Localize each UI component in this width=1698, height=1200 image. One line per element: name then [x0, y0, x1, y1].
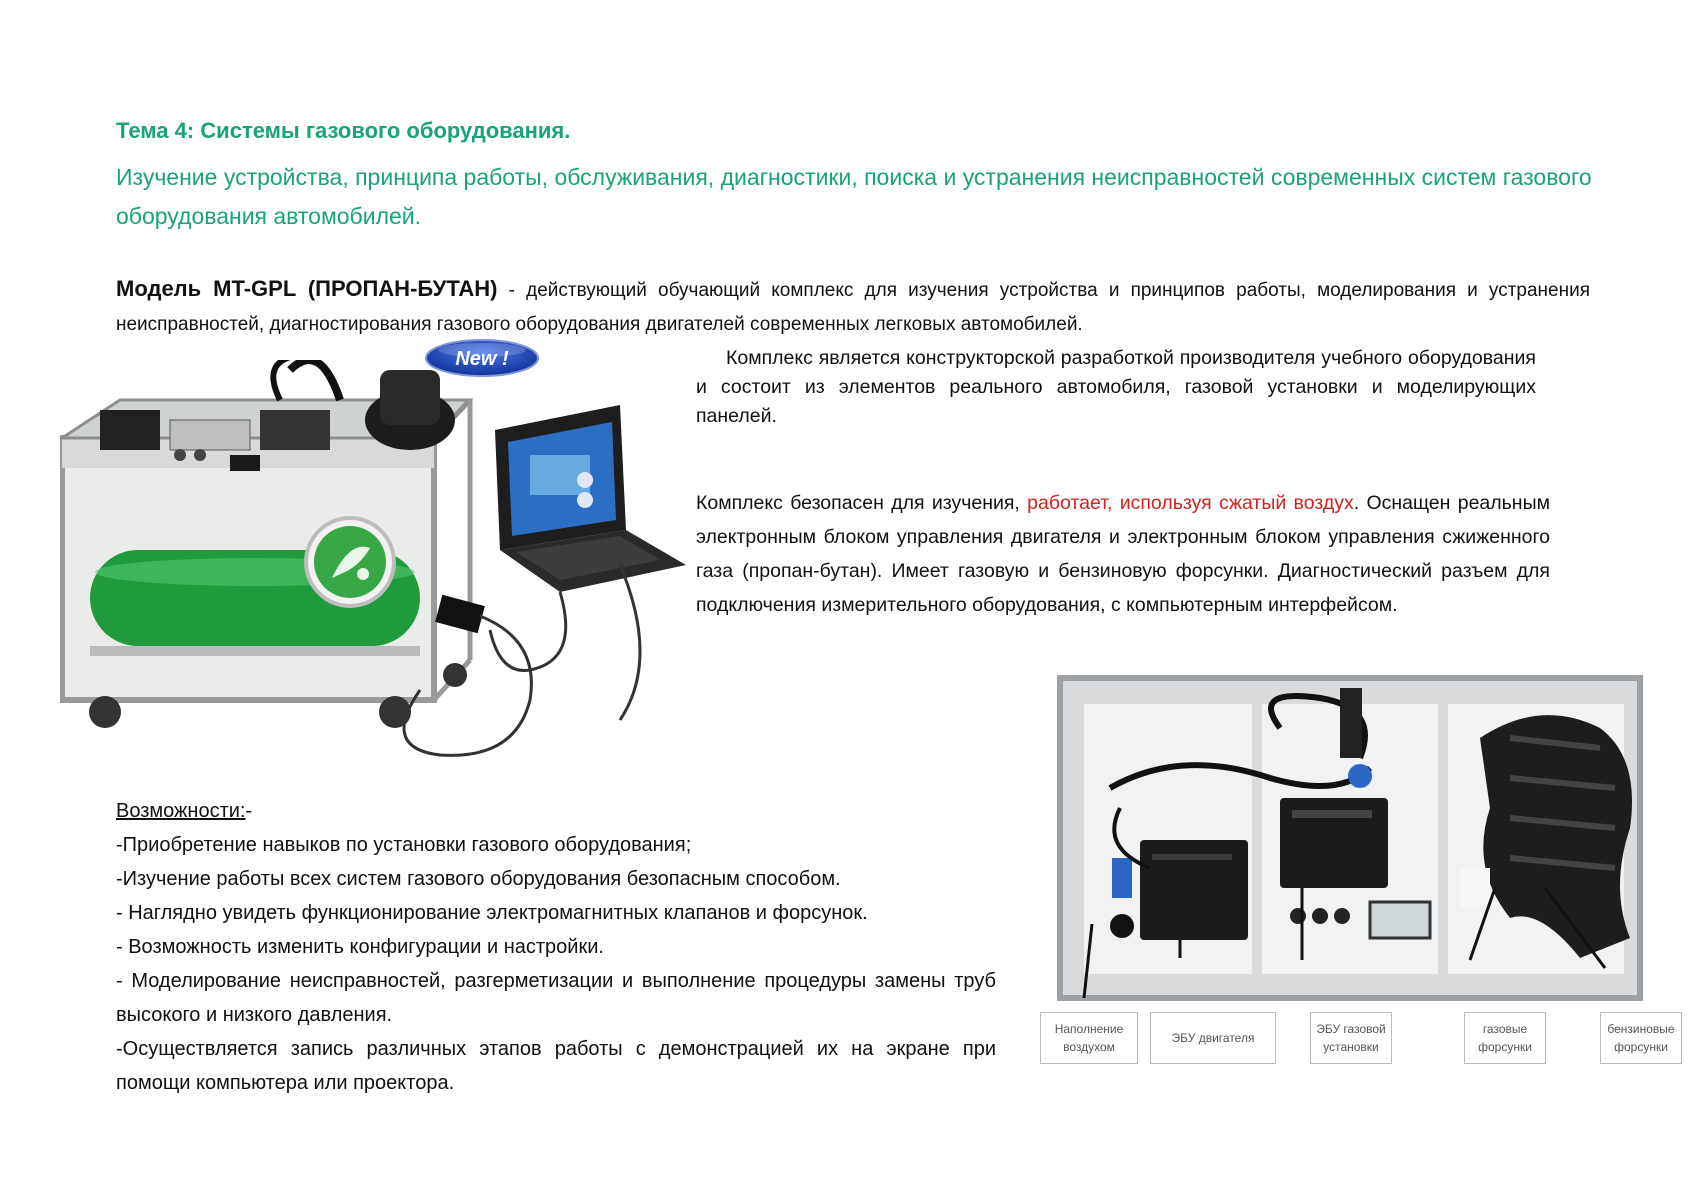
topic-title: Тема 4: Системы газового оборудования.: [116, 118, 571, 143]
model-description: [116, 272, 1590, 342]
caption-gas-ecu: ЭБУ газовой установки: [1310, 1012, 1392, 1064]
new-badge-label: New !: [455, 348, 509, 370]
model-name: Модель MT-GPL (ПРОПАН-БУТАН): [116, 276, 498, 301]
feature-item: -Приобретение навыков по установки газового оборудования;: [116, 834, 692, 856]
caption-engine-ecu: ЭБУ двигателя: [1150, 1012, 1276, 1064]
para2-after: . Оснащен реальным электронным блоком управления двигателя и электронным блоком управления сжиженного газа (пропан-бутан). Имеет газовую и бензиновую форсунки. Диагностический разъем для подключения измерительного оборудования, с компьютерным интерфейсом.: [696, 492, 1550, 616]
features-list: [116, 794, 996, 1100]
feature-item: -Осуществляется запись различных этапов работы с демонстрацией их на экране при помощи компьютера или проектора.: [116, 1038, 996, 1094]
caption-gas-injectors: газовые форсунки: [1464, 1012, 1546, 1064]
model-description-text: - действующий обучающий комплекс для изучения устройства и принципов работы, моделирования и устранения неисправностей, диагностирования газового оборудования двигателей современных легковых автомобилей.: [116, 280, 1590, 335]
features-heading-suffix: -: [245, 800, 253, 822]
paragraph-complex-safety: [696, 486, 1550, 622]
topic-subtitle: Изучение устройства, принципа работы, обслуживания, диагностики, поиска и устранения неисправностей современных систем газового оборудования автомобилей.: [116, 164, 1592, 229]
feature-item: - Возможность изменить конфигурации и настройки.: [116, 936, 604, 958]
para2-before: Комплекс безопасен для изучения,: [696, 492, 1028, 514]
feature-item: - Моделирование неисправностей, разгерметизации и выполнение процедуры замены труб высокого и низкого давления.: [116, 970, 996, 1026]
features-heading: Возможности:: [116, 800, 246, 822]
caption-petrol-injectors: бензиновые форсунки: [1600, 1012, 1682, 1064]
feature-item: -Изучение работы всех систем газового оборудования безопасным способом.: [116, 868, 841, 890]
caption-air-fill: Наполнение воздухом: [1040, 1012, 1138, 1064]
training-rig-photo: [60, 360, 690, 760]
paragraph-complex-design: Комплекс является конструкторской разработкой производителя учебного оборудования и состоит из элементов реального автомобиля, газовой установки и моделирующих панелей.: [696, 347, 1536, 427]
panel-components-photo: [1040, 668, 1678, 1068]
feature-item: - Наглядно увидеть функционирование электромагнитных клапанов и форсунок.: [116, 902, 868, 924]
para2-highlight: работает, используя сжатый воздух: [1027, 492, 1354, 514]
